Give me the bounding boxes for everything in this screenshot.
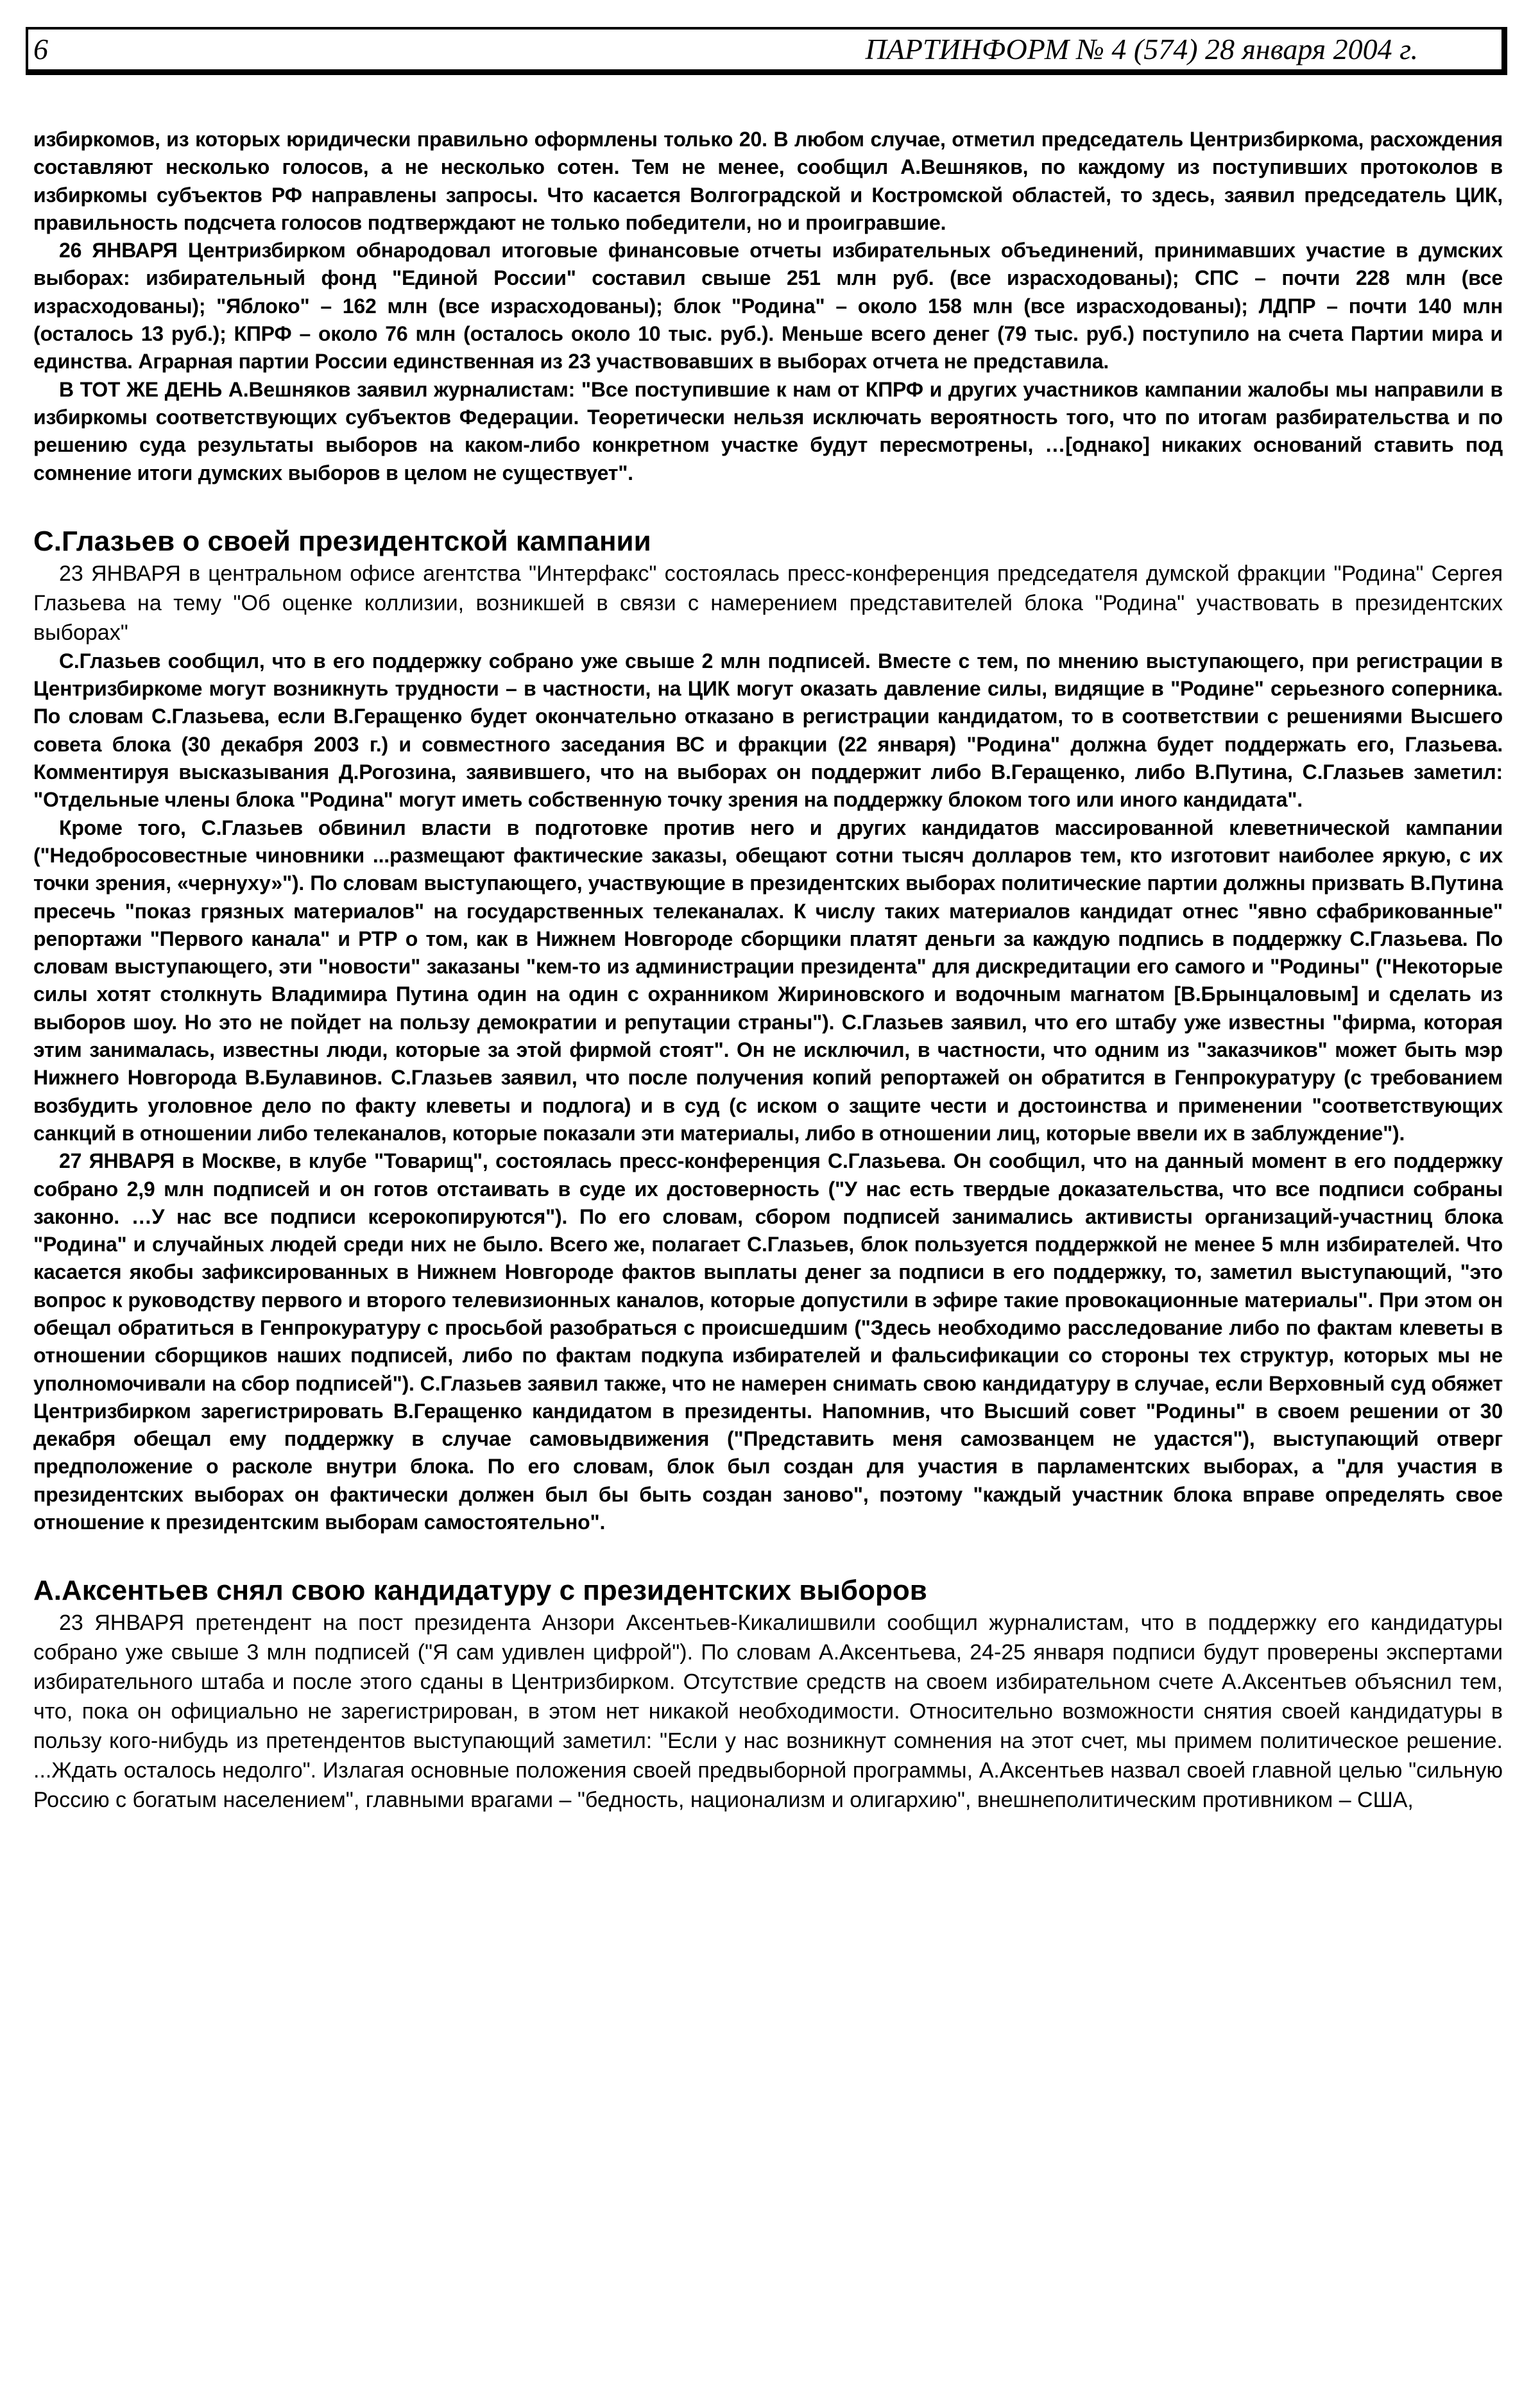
paragraph: 23 ЯНВАРЯ претендент на пост президента Анзори Аксентьев-Кикалишвили сообщил журналистам, что в поддержку его кандидатуры собрано уже свыше 3 млн подписей ("Я сам удивлен цифрой"). По словам А.Аксентьева, 24-25 января подписи будут проверены экспертами избирательного штаба и после этого сданы в Центризбирком. Отсутствие средств на своем избирательном счете А.Аксентьев объяснил тем, что, пока он официально не зарегистрирован, в этом нет никакой необходимости. Относительно возможности снятия своей кандидатуры в пользу кого-нибудь из претендентов выступающий заметил: "Если у нас возникнут сомнения на этот счет, мы примем политическое решение. ...Ждать осталось недолго". Излагая основные положения своей предвыборной программы, А.Аксентьев назвал своей главной целью "сильную Россию с богатым населением", главными врагами – "бедность, национализм и олигархию", внешнеполитическим противником – США,: [33, 1611, 1503, 1813]
section-heading: А.Аксентьев снял свою кандидатуру с президентских выборов: [33, 1575, 927, 1607]
section-heading: С.Глазьев о своей президентской кампании: [33, 525, 651, 557]
paragraph: 27 ЯНВАРЯ в Москве, в клубе "Товарищ", состоялась пресс-конференция С.Глазьева. Он сообщил, что на данный момент в его поддержку собрано 2,9 млн подписей и он готов отстаивать в суде их достоверность ("У нас есть твердые доказательства, что все подписи собраны законно. …У нас все подписи ксерокопируются"). По его словам, сбором подписей занимались активисты организаций-участниц блока "Родина" и случайных людей среди них не было. Всего же, полагает С.Глазьев, блок пользуется поддержкой не менее 5 млн избирателей. Что касается якобы зафиксированных в Нижнем Новгороде фактов выплаты денег за подписи в его поддержку, то, заметил выступающий, "это вопрос к руководству первого и второго телевизионных каналов, которые допустили в эфире такие провокационные материалы". При этом он обещал обратиться в Генпрокуратуру с просьбой разобраться с происшедшим ("Здесь необходимо расследование либо по фактам клеветы в отношении сборщиков наших подписей, либо по фактам подкупа избирателей и фальсификации со стороны тех структур, которых мы не уполномочивали на сбор подписей"). С.Глазьев заявил также, что не намерен снимать свою кандидатуру в случае, если Верховный суд обяжет Центризбирком зарегистрировать В.Геращенко кандидатом в президенты. Напомнив, что Высший совет "Родины" в своем решении от 30 декабря обещал ему поддержку в случае самовыдвижения ("Представить меня самозванцем не удастся"), выступающий отверг предположение о расколе внутри блока. По его словам, блок был создан для участия в парламентских выборах, а "для участия в президентских выборах он фактически должен был бы быть создан заново", поэтому "каждый участник блока вправе определять свое отношение к президентским выборам самостоятельно".: [33, 1149, 1503, 1534]
publication-title: ПАРТИНФОРМ № 4 (574) 28 января 2004 г.: [865, 33, 1418, 65]
article-body: [33, 126, 1503, 1815]
page-header: [26, 27, 1507, 75]
article-section: [33, 524, 1503, 1537]
paragraph: 23 ЯНВАРЯ в центральном офисе агентства "Интерфакс" состоялась пресс-конференция председателя думской фракции "Родина" Сергея Глазьева на тему "Об оценке коллизии, возникшей в связи с намерением представителей блока "Родина" участвовать в президентских выборах": [33, 561, 1503, 645]
page-number: 6: [33, 33, 48, 65]
paragraph: В ТОТ ЖЕ ДЕНЬ А.Вешняков заявил журналистам: "Все поступившие к нам от КПРФ и других участников кампании жалобы мы направили в избиркомы соответствующих субъектов Федерации. Теоретически нельзя исключать вероятность того, что по итогам разбирательства и по решению суда результаты выборов на каком-либо конкретном участке будут пересмотрены, …[однако] никаких оснований ставить под сомнение итоги думских выборов в целом не существует".: [33, 377, 1503, 484]
paragraph: Кроме того, С.Глазьев обвинил власти в подготовке против него и других кандидатов массированной клеветнической кампании ("Недобросовестные чиновники ...размещают фактические заказы, обещают сотни тысяч долларов тем, кто изготовит наиболее яркую, с их точки зрения, «чернуху»"). По словам выступающего, участвующие в президентских выборах политические партии должны призвать В.Путина пресечь "показ грязных материалов" на государственных телеканалах. К числу таких материалов кандидат отнес "явно сфабрикованные" репортажи "Первого канала" и РТР о том, как в Нижнем Новгороде сборщики платят деньги за каждую подпись в поддержку С.Глазьева. По словам выступающего, эти "новости" заказаны "кем-то из администрации президента" для дискредитации его самого и "Родины" ("Некоторые силы хотят столкнуть Владимира Путина один на один с охранником Жириновского и водочным магнатом [В.Брынцаловым] и сделать из выборов шоу. Но это не пойдет на пользу демократии и репутации страны"). С.Глазьев заявил, что его штабу уже известны "фирма, которая этим занималась, известны люди, которые за этой фирмой стоят". Он не исключил, в частности, что одним из "заказчиков" может быть мэр Нижнего Новгорода В.Булавинов. С.Глазьев заявил, что после получения копий репортажей он обратится в Генпрокуратуру (с требованием возбудить уголовное дело по факту клеветы и подлога) и в суд (с иском о защите чести и достоинства и применении "соответствующих санкций в отношении либо телеканалов, которые показали эти материалы, либо в отношении лиц, которые ввели их в заблуждение").: [33, 816, 1503, 1145]
paragraph: С.Глазьев сообщил, что в его поддержку собрано уже свыше 2 млн подписей. Вместе с тем, по мнению выступающего, при регистрации в Центризбиркоме могут возникнуть трудности – в частности, на ЦИК могут оказать давление силы, видящие в "Родине" серьезного соперника. По словам С.Глазьева, если В.Геращенко будет окончательно отказано в регистрации кандидатом, то в соответствии с решениями Высшего совета блока (30 декабря 2003 г.) и совместного заседания ВС и фракции (22 января) "Родина" должна будет поддержать его, Глазьева. Комментируя высказывания Д.Рогозина, заявившего, что на выборах он поддержит либо В.Геращенко, либо В.Путина, С.Глазьев заметил: "Отдельные члены блока "Родина" могут иметь собственную точку зрения на поддержку блоком того или иного кандидата".: [33, 649, 1503, 812]
article-section: [33, 126, 1503, 487]
article-section: [33, 1573, 1503, 1815]
paragraph: избиркомов, из которых юридически правильно оформлены только 20. В любом случае, отметил председатель Центризбиркома, расхождения составляют несколько голосов, а не несколько сотен. Тем не менее, сообщил А.Вешняков, по каждому из поступивших протоколов в избиркомы субъектов РФ направлены запросы. Что касается Волгоградской и Костромской областей, то здесь, заявил председатель ЦИК, правильность подсчета голосов подтверждают не только победители, но и проигравшие.: [33, 128, 1503, 234]
paragraph: 26 ЯНВАРЯ Центризбирком обнародовал итоговые финансовые отчеты избирательных объединений, принимавших участие в думских выборах: избирательный фонд "Единой России" составил свыше 251 млн руб. (все израсходованы); СПС – почти 228 млн (все израсходованы); "Яблоко" – 162 млн (все израсходованы); блок "Родина" – около 158 млн (все израсходованы); ЛДПР – почти 140 млн (осталось 13 руб.); КПРФ – около 76 млн (осталось около 10 тыс. руб.). Меньше всего денег (79 тыс. руб.) поступило на счета Партии мира и единства. Аграрная партии России единственная из 23 участвовавших в выборах отчета не представила.: [33, 239, 1503, 373]
